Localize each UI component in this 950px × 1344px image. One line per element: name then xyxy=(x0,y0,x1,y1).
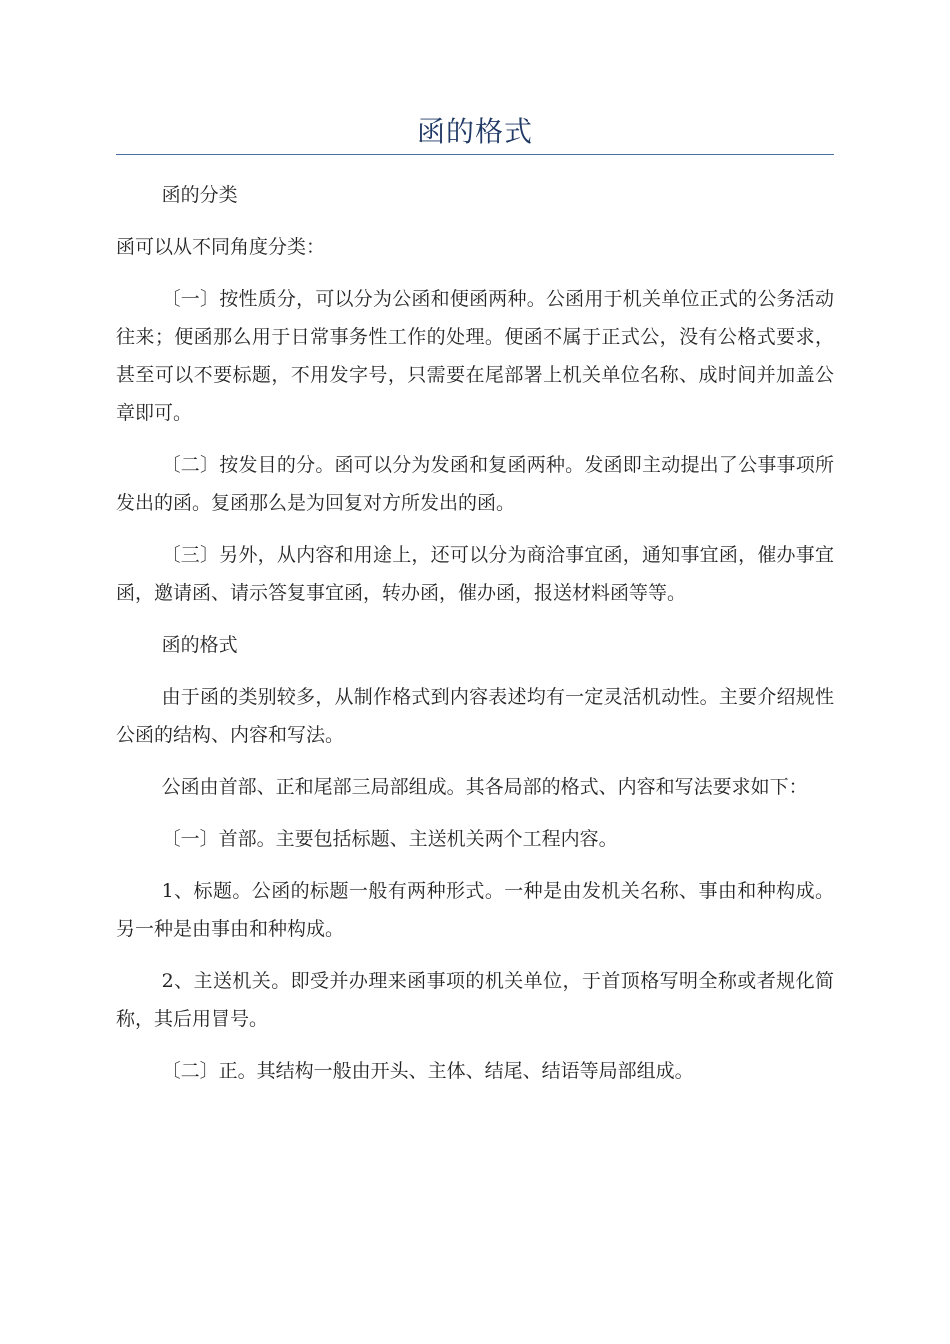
title-divider xyxy=(116,154,834,155)
paragraph-3: 〔一〕按性质分，可以分为公函和便函两种。公函用于机关单位正式的公务活动往来；便函那么用于日常事务性工作的处理。便函不属于正式公，没有公格式要求，甚至可以不要标题，不用发字号，只需要在尾部署上机关单位名称、成时间并加盖公章即可。 xyxy=(116,288,834,424)
paragraph-12: 〔二〕正。其结构一般由开头、主体、结尾、结语等局部组成。 xyxy=(161,1060,694,1082)
page-title: 函的格式 xyxy=(416,115,533,148)
paragraph-4: 〔二〕按发目的分。函可以分为发函和复函两种。发函即主动提出了公事事项所发出的函。复函那么是为回复对方所发出的函。 xyxy=(116,454,834,514)
paragraph-1: 函的分类 xyxy=(161,184,238,206)
paragraph-8: 公函由首部、正和尾部三局部组成。其各局部的格式、内容和写法要求如下： xyxy=(161,776,808,798)
document-body xyxy=(116,176,834,1104)
paragraph-2: 函可以从不同角度分类： xyxy=(116,236,326,258)
paragraph-10: 1、标题。公函的标题一般有两种形式。一种是由发机关名称、事由和种构成。另一种是由事由和种构成。 xyxy=(116,880,834,940)
paragraph-6: 函的格式 xyxy=(161,634,238,656)
paragraph-9: 〔一〕首部。主要包括标题、主送机关两个工程内容。 xyxy=(161,828,618,850)
paragraph-11: 2、主送机关。即受并办理来函事项的机关单位，于首顶格写明全称或者规化简称，其后用冒号。 xyxy=(116,970,834,1030)
paragraph-5: 〔三〕另外，从内容和用途上，还可以分为商洽事宜函，通知事宜函，催办事宜函，邀请函、请示答复事宜函，转办函，催办函，报送材料函等等。 xyxy=(116,544,834,604)
paragraph-7: 由于函的类别较多，从制作格式到内容表述均有一定灵活机动性。主要介绍规性公函的结构、内容和写法。 xyxy=(116,686,834,746)
